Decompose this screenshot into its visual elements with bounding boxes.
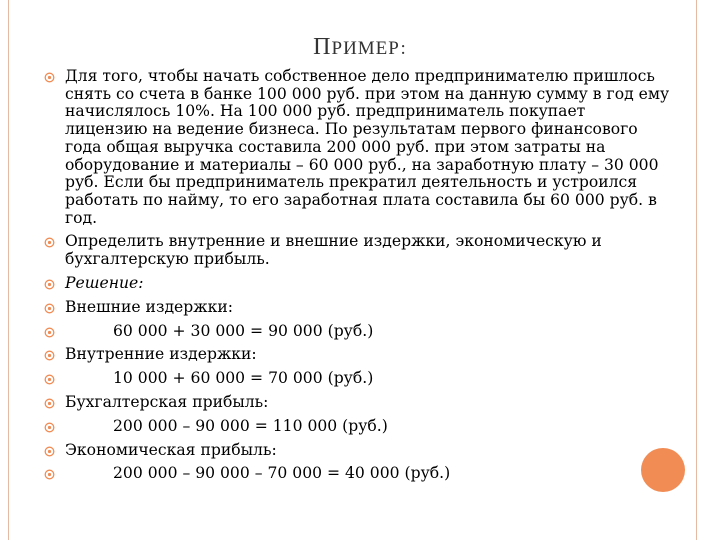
circle-dot-icon	[44, 374, 55, 385]
slide-frame-left-line	[8, 0, 9, 540]
list-item-problem	[40, 68, 672, 227]
list-item-task	[40, 233, 672, 268]
list-item-economic-profit-formula	[40, 465, 672, 483]
slide-content-list	[40, 68, 672, 489]
list-item-text: 200 000 – 90 000 – 70 000 = 40 000 (руб.)	[113, 464, 451, 483]
slide-frame-right-line	[696, 0, 697, 540]
list-item-text: Внутренние издержки:	[65, 345, 257, 364]
circle-dot-icon	[44, 303, 55, 314]
list-item-external-costs-label	[40, 299, 672, 317]
list-item-internal-costs-label	[40, 346, 672, 364]
circle-dot-icon	[44, 279, 55, 290]
list-item-accounting-profit-formula	[40, 418, 672, 436]
circle-dot-icon	[44, 237, 55, 248]
slide-title	[0, 34, 720, 61]
circle-dot-icon	[44, 327, 55, 338]
circle-dot-icon	[44, 446, 55, 457]
list-item-text: 10 000 + 60 000 = 70 000 (руб.)	[113, 369, 374, 388]
list-item-text: Внешние издержки:	[65, 297, 233, 316]
circle-dot-icon	[44, 422, 55, 433]
slide-title-rest: РИМЕР:	[331, 38, 407, 59]
circle-dot-icon	[44, 398, 55, 409]
list-item-text: 60 000 + 30 000 = 90 000 (руб.)	[113, 321, 374, 340]
slide-title-initial: П	[313, 34, 332, 60]
list-item-text: 200 000 – 90 000 = 110 000 (руб.)	[113, 416, 388, 435]
decorative-orange-circle	[641, 448, 685, 492]
list-item-text: Для того, чтобы начать собственное дело предпринимателю пришлось снять со счета в банке 100 000 руб. при этом на данную сумму в год ему начислялось 10%. На 100 000 руб. предприниматель покупает лицензию на ведение бизнеса. По результатам первого финансового года общая выручка составила 200 000 руб. при этом затраты на оборудование и материалы – 60 000 руб., на заработную плату – 30 000 руб. Если бы предприниматель прекратил деятельность и устроился работать по найму, то его заработная плата составила бы 60 000 руб. в год.	[65, 67, 670, 227]
list-item-internal-costs-formula	[40, 370, 672, 388]
list-item-text: Экономическая прибыль:	[65, 440, 277, 459]
list-item-economic-profit-label	[40, 442, 672, 460]
list-item-text: Бухгалтерская прибыль:	[65, 392, 269, 411]
list-item-text: Решение:	[65, 273, 144, 292]
circle-dot-icon	[44, 469, 55, 480]
circle-dot-icon	[44, 72, 55, 83]
list-item-accounting-profit-label	[40, 394, 672, 412]
list-item-text: Определить внутренние и внешние издержки, экономическую и бухгалтерскую прибыль.	[65, 232, 602, 269]
list-item-external-costs-formula	[40, 323, 672, 341]
list-item-solution-heading	[40, 275, 672, 293]
circle-dot-icon	[44, 350, 55, 361]
